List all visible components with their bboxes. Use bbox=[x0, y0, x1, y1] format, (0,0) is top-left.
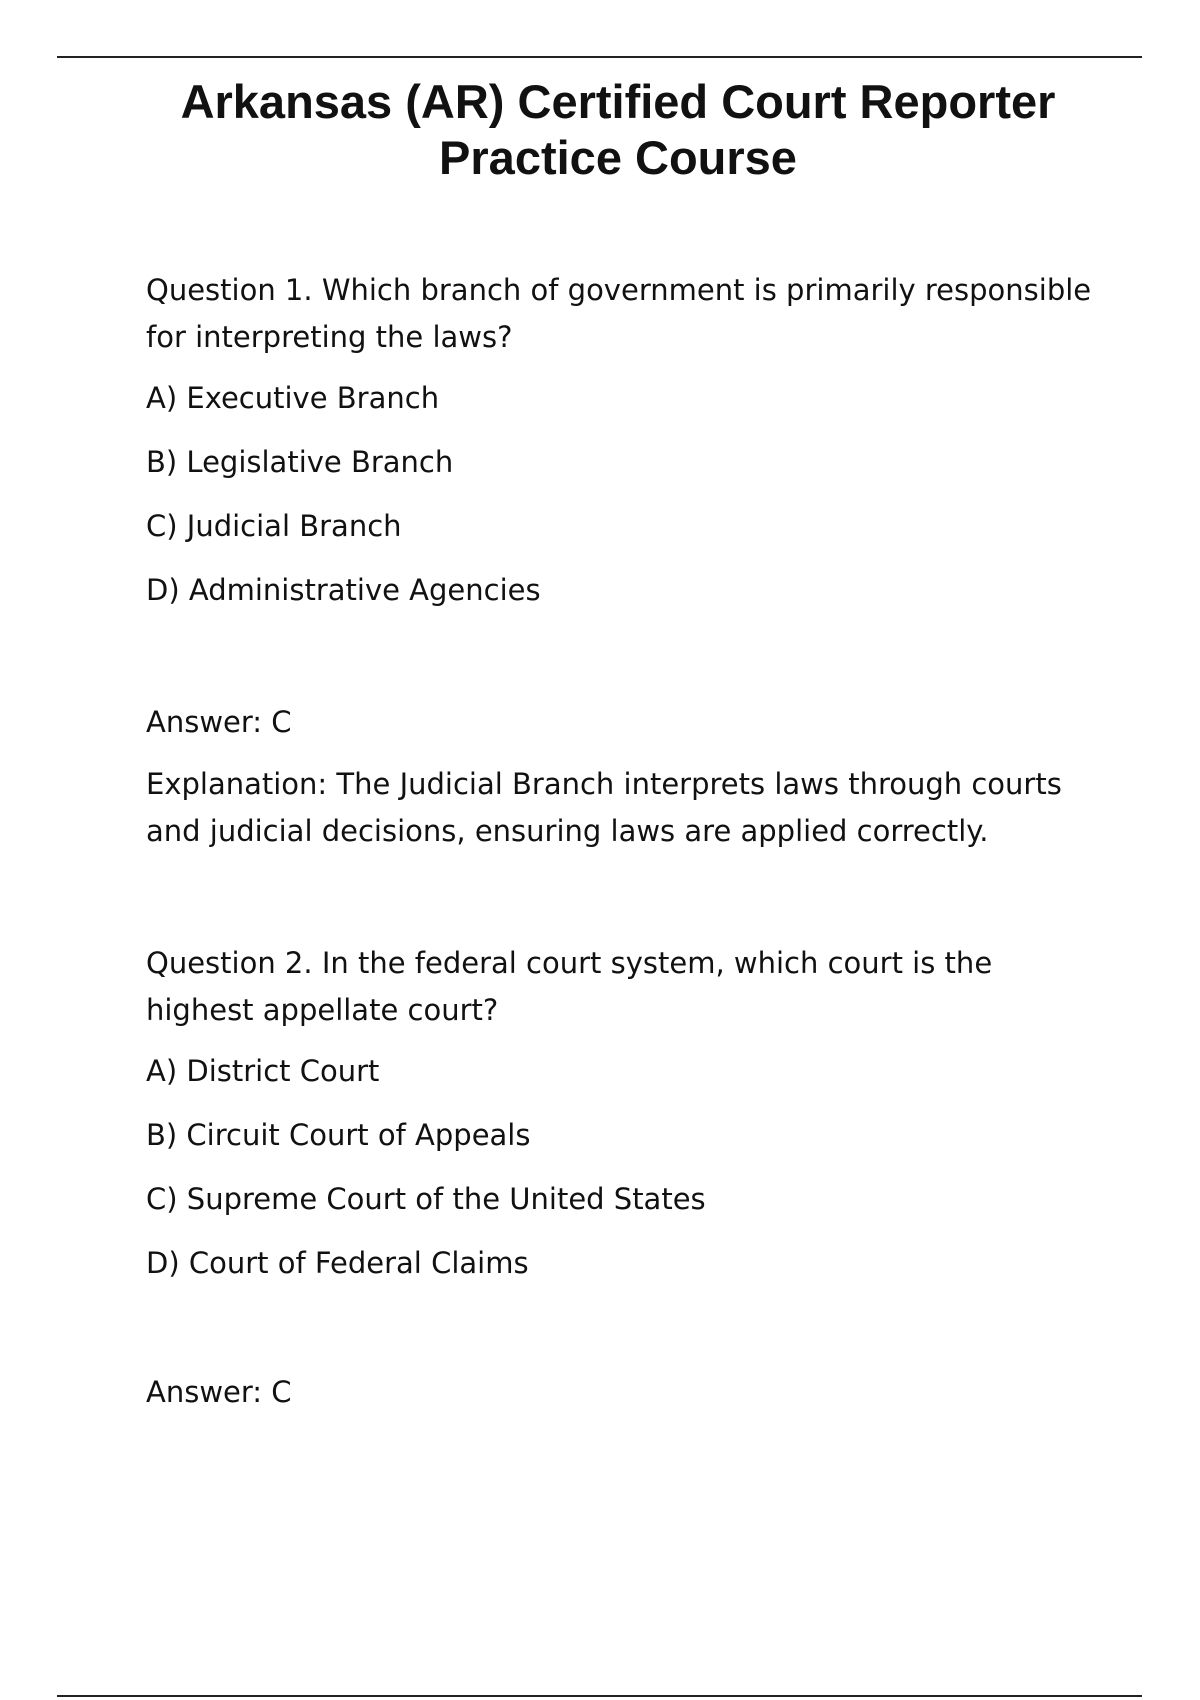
question-1-option-c: C) Judicial Branch bbox=[146, 509, 402, 543]
question-1-explanation: Explanation: The Judicial Branch interprets laws through courts and judicial decisions, ensuring laws are applied correctly. bbox=[146, 767, 1062, 848]
top-rule bbox=[57, 56, 1142, 58]
question-1-option-a: A) Executive Branch bbox=[146, 381, 440, 415]
question-1-answer-block bbox=[146, 699, 1106, 855]
question-2-option-d: D) Court of Federal Claims bbox=[146, 1246, 529, 1280]
question-2-option-a: A) District Court bbox=[146, 1054, 380, 1088]
document-title-line-2: Practice Course bbox=[439, 131, 797, 184]
question-2-answer-block bbox=[146, 1369, 1106, 1416]
bottom-rule bbox=[57, 1695, 1142, 1697]
question-1-block bbox=[146, 267, 1106, 631]
question-1-option-b: B) Legislative Branch bbox=[146, 445, 454, 479]
question-2-option-c: C) Supreme Court of the United States bbox=[146, 1182, 706, 1216]
question-1-option-d: D) Administrative Agencies bbox=[146, 573, 541, 607]
question-2-text: Question 2. In the federal court system, which court is the highest appellate court? bbox=[146, 946, 993, 1027]
question-1-answer: Answer: C bbox=[146, 705, 292, 739]
question-2-option-b: B) Circuit Court of Appeals bbox=[146, 1118, 531, 1152]
question-2-block bbox=[146, 940, 1106, 1304]
question-1-text: Question 1. Which branch of government is primarily responsible for interpreting the laws? bbox=[146, 273, 1092, 354]
question-2-answer: Answer: C bbox=[146, 1375, 292, 1409]
document-title bbox=[57, 74, 1179, 186]
document-title-line-1: Arkansas (AR) Certified Court Reporter bbox=[180, 75, 1056, 128]
